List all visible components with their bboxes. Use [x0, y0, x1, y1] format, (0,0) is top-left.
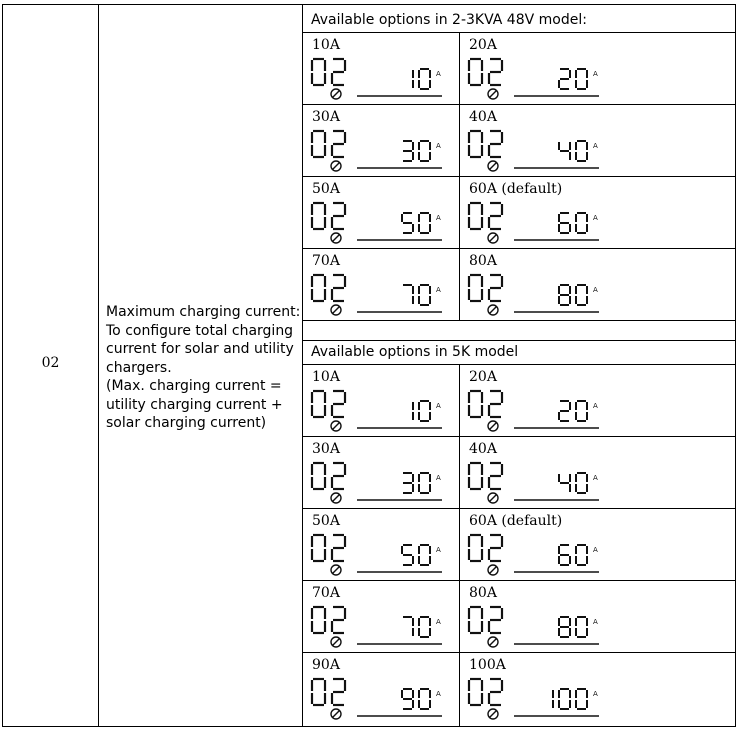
lcd-digit: [576, 213, 587, 233]
lcd-svg: [466, 388, 606, 434]
lcd-digit: [332, 391, 345, 417]
lcd-unit: A: [436, 402, 441, 410]
lcd-digit: [489, 131, 502, 157]
lcd-digit: [576, 545, 587, 565]
lcd-svg: [309, 532, 449, 578]
grid-line: [302, 364, 736, 365]
lcd-unit: A: [593, 214, 598, 222]
lcd-display: [466, 460, 606, 506]
lcd-svg: [309, 272, 449, 318]
setting-icon-slash: [333, 91, 340, 98]
setting-icon-slash: [333, 567, 340, 574]
setting-icon-slash: [490, 307, 497, 314]
lcd-digit: [469, 275, 482, 301]
lcd-display: [309, 200, 449, 246]
lcd-digit: [419, 617, 430, 637]
lcd-digit: [332, 679, 345, 705]
lcd-digit: [312, 463, 325, 489]
option-label: 70A: [312, 585, 340, 601]
setting-icon-slash: [490, 235, 497, 242]
table-border-right: [735, 4, 736, 727]
lcd-digit: [559, 689, 570, 709]
lcd-digit: [403, 617, 413, 636]
option-label: 20A: [469, 37, 497, 53]
lcd-digit: [332, 203, 345, 229]
setting-icon-slash: [333, 495, 340, 502]
option-label: 60A (default): [469, 513, 563, 529]
lcd-digit: [576, 401, 587, 421]
setting-icon-slash: [490, 567, 497, 574]
option-label: 40A: [469, 441, 497, 457]
setting-icon-slash: [490, 711, 497, 718]
lcd-digit: [402, 689, 413, 709]
lcd-digit: [489, 391, 502, 417]
lcd-display: [309, 604, 449, 650]
setting-icon-slash: [333, 639, 340, 646]
grid-line: [302, 508, 736, 509]
lcd-display: [466, 532, 606, 578]
lcd-digit: [469, 463, 482, 489]
grid-line: [302, 652, 736, 653]
lcd-digit: [312, 203, 325, 229]
setting-icon-slash: [490, 91, 497, 98]
lcd-display: [309, 388, 449, 434]
grid-line: [302, 176, 736, 177]
option-label: 100A: [469, 657, 506, 673]
lcd-digit: [332, 535, 345, 561]
setting-icon-slash: [333, 235, 340, 242]
lcd-unit: A: [593, 142, 598, 150]
grid-line: [302, 104, 736, 105]
lcd-svg: [466, 200, 606, 246]
lcd-digit: [576, 141, 587, 161]
setting-number: 02: [41, 355, 60, 371]
option-label: 30A: [312, 441, 340, 457]
lcd-display: [466, 200, 606, 246]
table-border-bottom: [2, 726, 736, 727]
setting-icon-slash: [333, 423, 340, 430]
lcd-digit: [419, 69, 430, 89]
lcd-display: [309, 532, 449, 578]
lcd-digit: [489, 203, 502, 229]
lcd-svg: [466, 56, 606, 102]
lcd-svg: [466, 460, 606, 506]
lcd-display: [309, 460, 449, 506]
option-label: 30A: [312, 109, 340, 125]
lcd-display: [466, 388, 606, 434]
lcd-unit: A: [436, 142, 441, 150]
option-label: 80A: [469, 585, 497, 601]
setting-icon-slash: [490, 639, 497, 646]
lcd-unit: A: [436, 286, 441, 294]
lcd-digit: [312, 607, 325, 633]
lcd-digit: [419, 401, 430, 421]
setting-icon-slash: [490, 495, 497, 502]
lcd-svg: [466, 676, 606, 722]
lcd-digit: [469, 59, 482, 85]
lcd-digit: [419, 213, 430, 233]
lcd-digit: [489, 535, 502, 561]
grid-line: [302, 320, 736, 321]
lcd-digit: [332, 463, 345, 489]
option-label: 80A: [469, 253, 497, 269]
lcd-digit: [332, 607, 345, 633]
lcd-digit: [312, 59, 325, 85]
lcd-digit: [489, 275, 502, 301]
lcd-digit: [403, 473, 413, 493]
lcd-unit: A: [593, 546, 598, 554]
lcd-display: [466, 56, 606, 102]
lcd-digit: [312, 391, 325, 417]
lcd-digit: [559, 474, 570, 492]
lcd-digit: [576, 69, 587, 89]
grid-line: [302, 340, 736, 341]
lcd-digit: [559, 285, 570, 305]
lcd-digit: [402, 213, 413, 233]
lcd-digit: [419, 689, 430, 709]
grid-line: [302, 248, 736, 249]
lcd-svg: [309, 200, 449, 246]
option-label: 20A: [469, 369, 497, 385]
lcd-digit: [576, 689, 587, 709]
lcd-digit: [419, 141, 430, 161]
setting-icon-slash: [333, 307, 340, 314]
grid-line: [302, 580, 736, 581]
lcd-display: [309, 676, 449, 722]
lcd-digit: [332, 59, 345, 85]
lcd-unit: A: [593, 402, 598, 410]
section-title-2-3kva: Available options in 2-3KVA 48V model:: [311, 12, 587, 28]
lcd-digit: [312, 679, 325, 705]
lcd-unit: A: [436, 546, 441, 554]
option-label: 90A: [312, 657, 340, 673]
setting-icon-slash: [333, 711, 340, 718]
lcd-display: [309, 56, 449, 102]
option-label: 60A (default): [469, 181, 563, 197]
lcd-svg: [309, 56, 449, 102]
lcd-unit: A: [436, 618, 441, 626]
grid-line: [459, 364, 460, 727]
lcd-unit: A: [593, 618, 598, 626]
option-label: 50A: [312, 513, 340, 529]
column-divider-2: [302, 4, 303, 727]
table-border-top: [2, 4, 736, 5]
lcd-digit: [559, 545, 570, 565]
lcd-svg: [309, 676, 449, 722]
lcd-digit: [559, 213, 570, 233]
lcd-unit: A: [593, 690, 598, 698]
lcd-digit: [576, 473, 587, 493]
lcd-svg: [309, 460, 449, 506]
option-label: 10A: [312, 37, 340, 53]
lcd-svg: [466, 128, 606, 174]
lcd-digit: [332, 131, 345, 157]
lcd-svg: [466, 272, 606, 318]
lcd-unit: A: [436, 70, 441, 78]
lcd-unit: A: [593, 286, 598, 294]
option-label: 70A: [312, 253, 340, 269]
lcd-digit: [576, 617, 587, 637]
lcd-digit: [402, 545, 413, 565]
lcd-digit: [469, 679, 482, 705]
lcd-digit: [312, 131, 325, 157]
lcd-digit: [489, 463, 502, 489]
lcd-display: [466, 604, 606, 650]
lcd-unit: A: [436, 214, 441, 222]
grid-line: [302, 436, 736, 437]
lcd-digit: [469, 391, 482, 417]
lcd-unit: A: [436, 474, 441, 482]
lcd-display: [309, 128, 449, 174]
lcd-digit: [576, 285, 587, 305]
lcd-digit: [312, 275, 325, 301]
lcd-svg: [466, 604, 606, 650]
setting-icon-slash: [333, 163, 340, 170]
lcd-digit: [419, 545, 430, 565]
lcd-digit: [403, 285, 413, 304]
setting-icon-slash: [490, 423, 497, 430]
lcd-digit: [559, 142, 570, 160]
lcd-digit: [489, 607, 502, 633]
section-title-5k: Available options in 5K model: [311, 344, 519, 360]
lcd-display: [309, 272, 449, 318]
lcd-display: [466, 272, 606, 318]
lcd-unit: A: [593, 70, 598, 78]
option-label: 40A: [469, 109, 497, 125]
lcd-digit: [419, 285, 430, 305]
grid-line: [302, 32, 736, 33]
lcd-svg: [309, 128, 449, 174]
setting-icon-slash: [490, 163, 497, 170]
grid-line: [459, 32, 460, 321]
lcd-digit: [489, 59, 502, 85]
lcd-svg: [309, 388, 449, 434]
lcd-digit: [469, 607, 482, 633]
lcd-digit: [403, 141, 413, 161]
lcd-digit: [469, 535, 482, 561]
setting-description: Maximum charging current: To configure total charging current for solar and utility chargers. (Max. charging current = utility charging current + solar charging current): [106, 304, 301, 431]
lcd-digit: [469, 203, 482, 229]
lcd-digit: [559, 617, 570, 637]
lcd-digit: [312, 535, 325, 561]
lcd-digit: [469, 131, 482, 157]
lcd-svg: [309, 604, 449, 650]
lcd-display: [466, 128, 606, 174]
lcd-svg: [466, 532, 606, 578]
option-label: 10A: [312, 369, 340, 385]
lcd-digit: [419, 473, 430, 493]
lcd-digit: [559, 401, 570, 421]
option-label: 50A: [312, 181, 340, 197]
lcd-display: [466, 676, 606, 722]
lcd-digit: [332, 275, 345, 301]
lcd-unit: A: [593, 474, 598, 482]
lcd-digit: [489, 679, 502, 705]
lcd-digit: [559, 69, 570, 89]
lcd-unit: A: [436, 690, 441, 698]
